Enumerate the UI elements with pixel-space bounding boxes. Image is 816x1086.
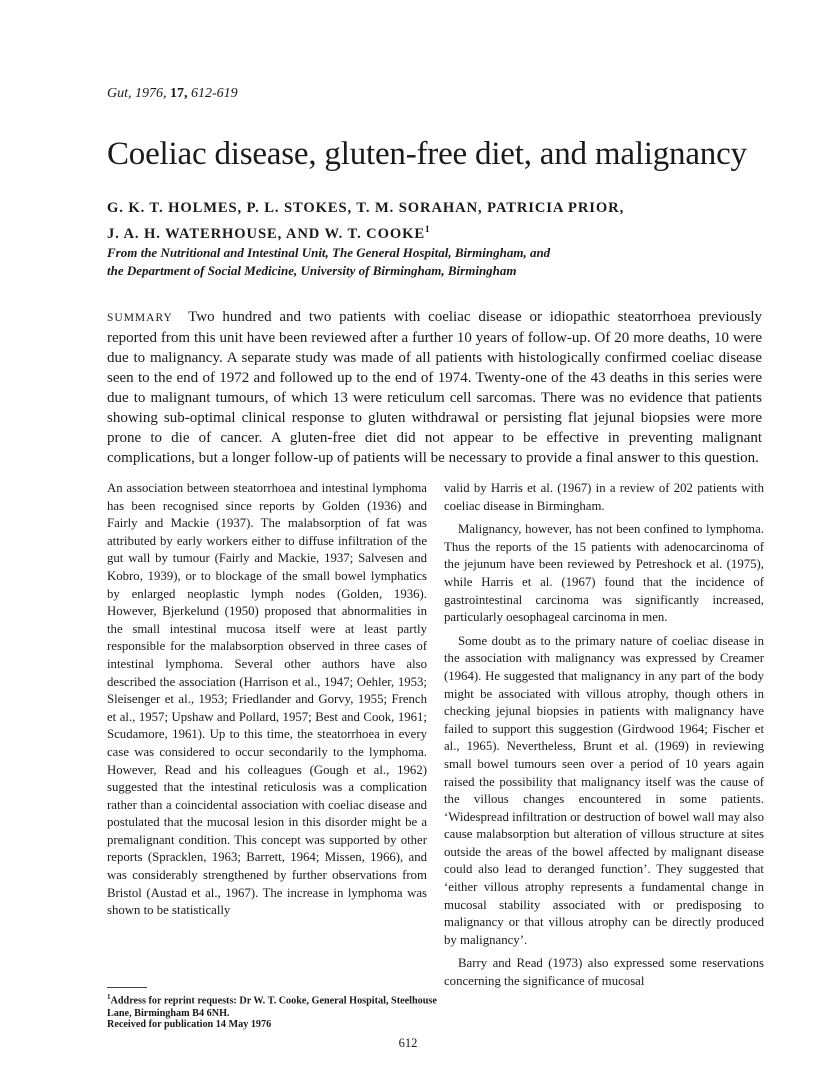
reprint-footnote xyxy=(107,991,437,1020)
right-paragraph-4: Barry and Read (1973) also expressed some reservations concerning the significance of mucosal xyxy=(444,956,764,989)
summary-text: Two hundred and two patients with coeliac disease or idiopathic steatorrhoea previously reported from this unit have been reviewed after a further 10 years of follow-up. Of 20 more deaths, 10 were due to malignancy. A separate study was made of all patients with histologically confirmed coeliac disease seen to the end of 1972 and followed up to the end of 1974. Twenty-one of the 43 deaths in this series were due to malignant tumours, of which 13 were reticulum cell sarcomas. There was no evidence that patients showing sub-optimal clinical response to gluten withdrawal or persisting flat jejunal biopsies were more prone to die of cancer. A gluten-free diet did not appear to be effective in preventing malignant complications, but a longer follow-up of patients will be necessary to provide a final answer to this question. xyxy=(107,309,762,466)
affiliation-line-2: the Department of Social Medicine, University of Birmingham, Birmingham xyxy=(107,263,517,278)
right-column xyxy=(444,480,764,991)
page-number: 612 xyxy=(398,1036,418,1050)
article-title: Coeliac disease, gluten-free diet, and malignancy xyxy=(107,136,747,172)
footnote-marker: 1 xyxy=(107,993,111,1001)
right-paragraph-2: Malignancy, however, has not been confined to lymphoma. Thus the reports of the 15 patients with adenocarcinoma of the jejunum have been reviewed by Petreshock et al. (1975), while Harris et al. (1967) found that the incidence of gastrointestinal carcinoma was significantly increased, particularly oesophageal carcinoma in men. xyxy=(444,522,764,625)
right-paragraph-3: Some doubt as to the primary nature of coeliac disease in the association with malignancy was expressed by Creamer (1964). He suggested that malignancy in any part of the body might be associated with villous atrophy, though others in checking jejunal biopsies in patients with malignancy have failed to support this suggestion (Girdwood 1964; Fischer et al., 1965). Nevertheless, Brunt et al. (1969) in reviewing small bowel tumours seen over a period of 10 years again raised the possibility that malignancy itself was the cause of the villous changes encountered in some patients. ‘Widespread infiltration or destruction of bowel wall may also cause malabsorption but alteration of villous structure at sites outside the areas of the bowel affected by malignant disease could also lead to deranged function’. They suggested that ‘either villous atrophy represents a fundamental change in mucosal stability associated with or predisposing to malignancy or that villous atrophy can be directly produced by malignancy’. xyxy=(444,633,764,947)
journal-pages: 612-619 xyxy=(191,86,238,101)
author-list xyxy=(107,198,767,245)
journal-name: Gut, 1976, xyxy=(107,86,167,101)
footnote-text: Address for reprint requests: Dr W. T. Cooke, General Hospital, Steelhouse Lane, Birmingham B4 6NH. xyxy=(107,995,437,1020)
affiliation xyxy=(107,244,767,280)
left-paragraph-1: An association between steatorrhoea and intestinal lymphoma has been recognised since reports by Golden (1936) and Fairly and Mackie (1937). The malabsorption of fat was attributed by early workers either to diffuse infiltration of the gut wall by tumour (Fairly and Mackie, 1937; Salvesen and Kobro, 1939), or to blockage of the small bowel lymphatics by enlarged neoplastic lymph nodes (Golden, 1936). However, Bjerkelund (1950) proposed that abnormalities in the small intestinal mucosa itself were at least partly responsible for the malabsorption observed in three cases of intestinal lymphoma. Several other authors have also described the association (Harrison et al., 1947; Oehler, 1953; Sleisenger et al., 1953; Friedlander and Gorvy, 1955; French et al., 1957; Upshaw and Pollard, 1957; Best and Cook, 1961; Scudamore, 1961). Up to this time, the steatorrhoea in every case was considered to occur secondarily to the lymphoma. However, Read and his colleagues (Gough et al., 1962) suggested that the intestinal reticulosis was a complication rather than a coincidental association with coeliac disease and postulated that the mucosal lesion in this disorder might be a premalignant condition. This concept was supported by other reports (Spracklen, 1963; Barrett, 1964; Missen, 1966), and was considerably strengthened by further observations from Bristol (Austad et al., 1967). The increase in lymphoma was shown to be statistically xyxy=(107,481,427,918)
authors-line-2: J. A. H. WATERHOUSE, AND W. T. COOKE xyxy=(107,225,425,242)
journal-citation xyxy=(107,86,238,102)
journal-volume: 17, xyxy=(170,86,188,101)
summary-label: SUMMARY xyxy=(107,312,173,324)
left-column xyxy=(107,480,427,920)
author-footnote-marker: 1 xyxy=(425,224,431,234)
summary-abstract xyxy=(107,307,762,468)
footnote-divider xyxy=(107,987,147,988)
affiliation-line-1: From the Nutritional and Intestinal Unit, The General Hospital, Birmingham, and xyxy=(107,245,551,260)
received-date: Received for publication 14 May 1976 xyxy=(107,1019,272,1030)
authors-line-1: G. K. T. HOLMES, P. L. STOKES, T. M. SORAHAN, PATRICIA PRIOR, xyxy=(107,200,625,216)
right-paragraph-1: valid by Harris et al. (1967) in a review of 202 patients with coeliac disease in Birmingham. xyxy=(444,481,764,513)
